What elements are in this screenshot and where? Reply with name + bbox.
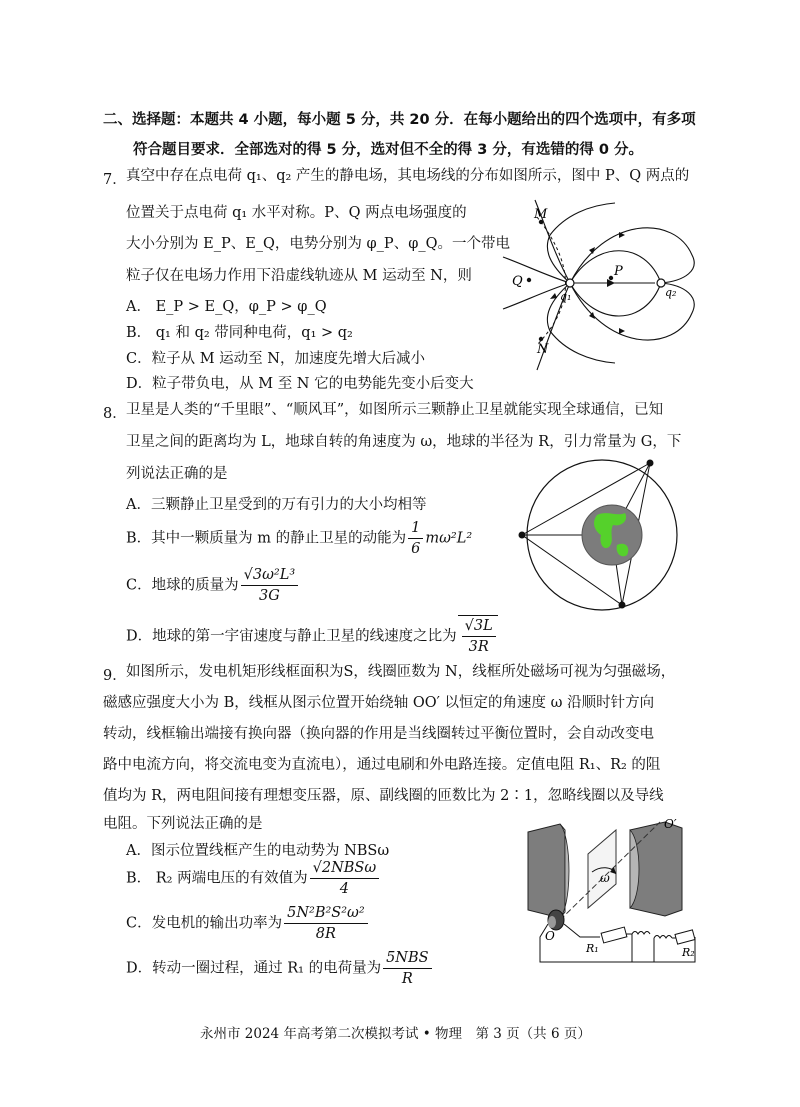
q9-option-b-fraction (310, 858, 380, 899)
q9-line4: 路中电流方向，将交流电变为直流电），通过电刷和外电路连接。定值电阻 R₁、R₂ 的阻 (103, 757, 661, 773)
resistor-r1 (601, 927, 627, 943)
q8-option-b-tail: mω²L² (425, 530, 473, 547)
q9-option-d (126, 948, 434, 989)
label-r2: R₂ (682, 946, 695, 959)
q9-option-c-text: C．发电机的输出功率为 (126, 915, 283, 932)
label-o: O (545, 929, 555, 943)
q8-option-b (126, 518, 472, 559)
q9-option-b-denominator: 4 (339, 881, 350, 897)
q9-option-d-numerator: 5NBS (383, 948, 432, 969)
q7-line2: 位置关于点电荷 q₁ 水平对称。P、Q 两点电场强度的 (126, 205, 467, 221)
q8-option-d-denominator: 3R (468, 639, 489, 655)
section-header-line2: 符合题目要求．全部选对的得 5 分，选对但不全的得 3 分，有选错的得 0 分。 (133, 142, 644, 158)
q9-option-b-text: B． R₂ 两端电压的有效值为 (126, 870, 308, 887)
q9-number: 9． (103, 668, 127, 684)
q8-line1: 卫星是人类的“千里眼”、“顺风耳”，如图所示三颗静止卫星就能实现全球通信，已知 (126, 402, 664, 418)
label-omega: ω (600, 871, 610, 885)
label-m: M (534, 207, 548, 222)
q9-option-c (126, 903, 370, 944)
q7-line4: 粒子仅在电场力作用下沿虚线轨迹从 M 运动至 N，则 (126, 268, 472, 284)
q8-option-d-numerator: √3L (462, 616, 496, 637)
q8-option-c-numerator: √3ω²L³ (241, 565, 299, 586)
q9-line3: 转动，线框输出端接有换向器（换向器的作用是当线圈转过平衡位置时，会自动改变电 (103, 726, 654, 742)
q9-line5: 值均为 R，两电阻间接有理想变压器，原、副线圈的匝数比为 2∶1，忽略线圈以及导线 (103, 788, 664, 804)
q9-option-b-numerator: √2NBSω (310, 858, 380, 879)
q8-line2: 卫星之间的距离均为 L，地球自转的角速度为 ω，地球的半径为 R，引力常量为 G，下 (126, 434, 682, 450)
q9-line2: 磁感应强度大小为 B，线框从图示位置开始绕轴 OO′ 以恒定的角速度 ω 沿顺时针方向 (103, 695, 655, 711)
satellite-icon (619, 602, 626, 609)
q7-line1: 真空中存在点电荷 q₁、q₂ 产生的静电场，其电场线的分布如图所示，图中 P、Q 两点的 (126, 168, 690, 184)
q9-option-d-fraction (383, 948, 432, 989)
magnet-pole-left (528, 824, 565, 918)
label-q1: q₁ (560, 290, 572, 303)
generator-figure (520, 812, 710, 970)
q9-option-c-denominator: 8R (315, 926, 336, 942)
label-n: N (537, 342, 549, 357)
q8-number: 8． (103, 406, 127, 422)
satellite-orbit-figure (517, 455, 692, 615)
q8-option-c (126, 565, 300, 606)
q8-option-d-text: D．地球的第一宇宙速度与静止卫星的线速度之比为 (126, 628, 457, 645)
q9-option-a: A．图示位置线框产生的电动势为 NBSω (126, 843, 390, 859)
label-r1: R₁ (586, 942, 599, 955)
q7-option-a: A． E_P > E_Q，φ_P > φ_Q (126, 299, 327, 315)
q8-option-b-text: B．其中一颗质量为 m 的静止卫星的动能为 (126, 530, 407, 547)
q8-line3: 列说法正确的是 (126, 466, 228, 482)
page-footer: 永州市 2024 年高考第二次模拟考试 • 物理 第 3 页（共 6 页） (200, 1026, 591, 1042)
label-p: P (614, 264, 623, 279)
label-q: Q (512, 274, 523, 289)
resistor-r2 (675, 930, 695, 944)
section-header-line1: 二、选择题：本题共 4 小题，每小题 5 分，共 20 分．在每小题给出的四个选项中，有多项 (103, 112, 696, 128)
electric-field-figure (495, 195, 710, 375)
q7-option-d: D．粒子带负电，从 M 至 N 它的电势能先变小后变大 (126, 376, 474, 392)
q8-option-c-denominator: 3G (258, 588, 280, 604)
q7-line3: 大小分别为 E_P、E_Q，电势分别为 φ_P、φ_Q。一个带电 (126, 236, 510, 252)
satellite-icon (647, 460, 654, 467)
q8-option-c-text: C．地球的质量为 (126, 577, 239, 594)
q9-option-c-numerator: 5N²B²S²ω² (284, 903, 368, 924)
q8-option-b-denominator: 6 (411, 541, 421, 557)
q8-option-d-fraction (462, 616, 496, 657)
q7-number: 7． (103, 172, 127, 188)
q8-option-d (126, 615, 498, 657)
q9-option-b (126, 858, 381, 899)
q7-option-b: B． q₁ 和 q₂ 带同种电荷，q₁ > q₂ (126, 325, 353, 341)
q8-option-c-fraction (241, 565, 299, 606)
q9-option-c-fraction (284, 903, 368, 944)
q9-line6: 电阻。下列说法正确的是 (103, 816, 263, 832)
q8-option-b-fraction (408, 518, 423, 559)
label-q2: q₂ (665, 286, 677, 299)
q8-option-d-sqrt (458, 615, 498, 657)
q9-option-d-text: D．转动一圈过程，通过 R₁ 的电荷量为 (126, 960, 382, 977)
satellite-icon (519, 532, 526, 539)
q7-option-c: C．粒子从 M 运动至 N，加速度先增大后减小 (126, 351, 425, 367)
q9-line1: 如图所示，发电机矩形线框面积为S，线圈匝数为 N，线框所处磁场可视为匀强磁场， (126, 664, 676, 680)
q8-option-b-numerator: 1 (408, 518, 423, 539)
label-o-prime: O′ (664, 817, 677, 831)
q8-option-a: A．三颗静止卫星受到的万有引力的大小均相等 (126, 497, 427, 513)
q9-option-d-denominator: R (401, 971, 413, 987)
